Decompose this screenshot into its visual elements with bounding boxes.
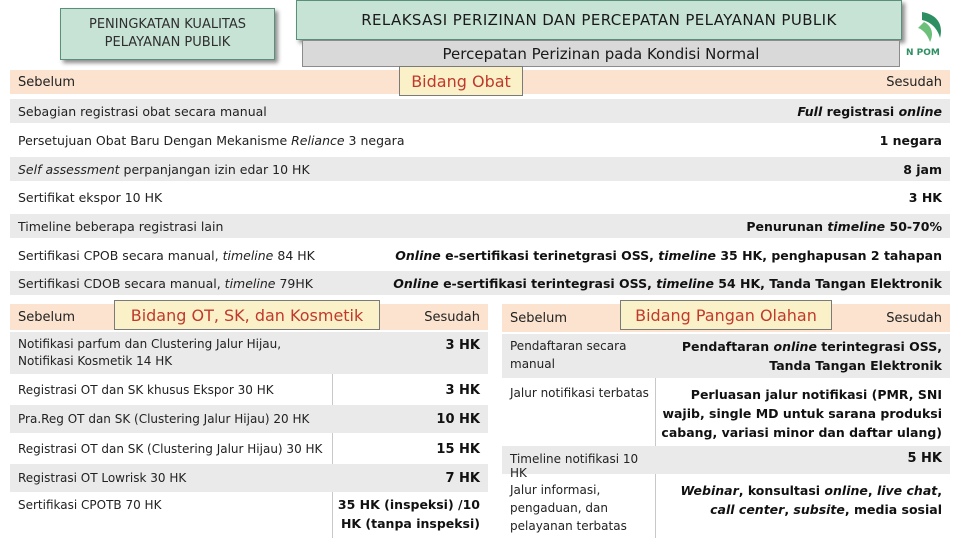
obat-before-text: Sertifikasi CPOB secara manual, timeline 84 HK [18, 247, 315, 263]
otsk-after-text: 3 HK [445, 337, 480, 353]
otsk-tag [114, 300, 380, 330]
badge-line-2: PELAYANAN PUBLIK [104, 35, 231, 50]
page-title-text: RELAKSASI PERIZINAN DAN PERCEPATAN PELAYANAN PUBLIK [361, 11, 837, 29]
pangan-tag-text: Bidang Pangan Olahan [635, 305, 817, 325]
obat-after-label: Sesudah [886, 74, 942, 90]
obat-before-text: Sertifikat ekspor 10 HK [18, 189, 163, 205]
obat-before-text: Sebagian registrasi obat secara manual [18, 103, 267, 119]
pangan-before-text: Pendaftaran secara manual [510, 339, 627, 371]
otsk-after-text: 3 HK [445, 382, 480, 398]
obat-row [10, 99, 950, 123]
obat-after-text: 8 jam [903, 161, 942, 177]
obat-row [10, 214, 950, 238]
otsk-before-label: Sebelum [18, 309, 76, 325]
pangan-before-text: Timeline notifikasi 10 HK [510, 452, 639, 480]
pangan-after-text: Webinar, konsultasi online, live chat, call center, subsite, media sosial [680, 483, 942, 517]
page-subtitle-text: Percepatan Perizinan pada Kondisi Normal [442, 44, 760, 63]
otsk-after-text: 15 HK [436, 441, 480, 457]
obat-after-text: 3 HK [908, 189, 942, 205]
logo-text: N POM [906, 48, 940, 58]
logo-mark-icon [902, 8, 958, 48]
obat-before-label: Sebelum [18, 74, 76, 90]
otsk-after-label: Sesudah [424, 309, 480, 325]
section-badge [60, 8, 275, 60]
otsk-tag-text: Bidang OT, SK, dan Kosmetik [130, 305, 364, 325]
obat-tag-text: Bidang Obat [411, 71, 511, 91]
obat-before-text: Timeline beberapa registrasi lain [18, 218, 224, 234]
otsk-after-text: 10 HK [436, 411, 480, 427]
otsk-before-text: Sertifikasi CPOTB 70 HK [18, 498, 162, 512]
pangan-after-label: Sesudah [886, 310, 942, 326]
obat-row [10, 271, 950, 295]
obat-before-text: Sertifikasi CDOB secara manual, timeline 79HK [18, 275, 313, 291]
otsk-before-text: Notifikasi parfum dan Clustering Jalur Hijau, Notifikasi Kosmetik 14 HK [18, 337, 282, 368]
obat-after-text: Full registrasi online [797, 103, 942, 119]
otsk-before-text: Registrasi OT Lowrisk 30 HK [18, 471, 187, 485]
obat-before-text: Persetujuan Obat Baru Dengan Mekanisme Reliance 3 negara [18, 132, 405, 148]
obat-after-text: Online e-sertifikasi terinetgrasi OSS, timeline 35 HK, penghapusan 2 tahapan [395, 247, 942, 263]
otsk-before-text: Pra.Reg OT dan SK (Clustering Jalur Hijau) 20 HK [18, 412, 310, 426]
otsk-after-text: 35 HK (inspeksi) /10 HK (tanpa inspeksi) [337, 497, 480, 531]
pangan-before-text: Jalur informasi, pengaduan, dan pelayanan terbatas [510, 483, 627, 533]
otsk-after-text: 7 HK [445, 470, 480, 486]
obat-before-text: Self assessment perpanjangan izin edar 10 HK [18, 161, 310, 177]
badge-line-1: PENINGKATAN KUALITAS [88, 17, 246, 32]
obat-tag [399, 66, 523, 96]
pangan-before-label: Sebelum [510, 310, 568, 326]
obat-after-text: Penurunan timeline 50-70% [746, 218, 942, 234]
otsk-before-text: Registrasi OT dan SK (Clustering Jalur Hijau) 30 HK [18, 442, 323, 456]
obat-after-text: Online e-sertifikasi terintegrasi OSS, timeline 54 HK, Tanda Tangan Elektronik [393, 275, 942, 291]
pangan-after-text: Pendaftaran online terintegrasi OSS, Tanda Tangan Elektronik [681, 339, 942, 373]
obat-row [10, 243, 950, 267]
page-title [296, 0, 902, 40]
pangan-after-text: Perluasan jalur notifikasi (PMR, SNI wajib, single MD untuk sarana produksi cabang, variasi minor dan daftar ulang) [661, 387, 942, 440]
pangan-before-text: Jalur notifikasi terbatas [510, 386, 649, 400]
otsk-before-text: Registrasi OT dan SK khusus Ekspor 30 HK [18, 383, 274, 397]
obat-row [10, 157, 950, 181]
bpom-logo [902, 8, 958, 68]
page-subtitle [302, 40, 900, 67]
pangan-after-text: 5 HK [907, 451, 942, 466]
obat-row [10, 128, 950, 152]
pangan-tag [620, 300, 832, 330]
obat-row [10, 185, 950, 209]
obat-after-text: 1 negara [879, 132, 942, 148]
